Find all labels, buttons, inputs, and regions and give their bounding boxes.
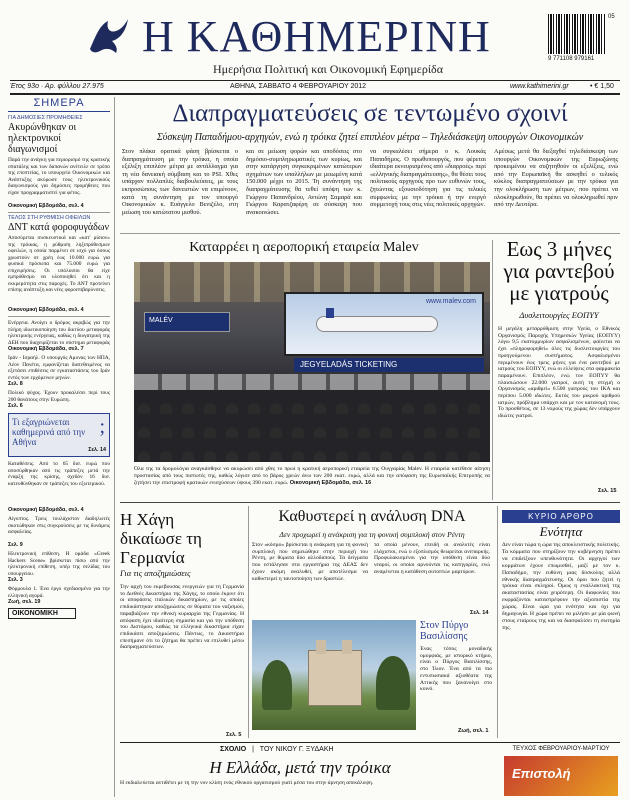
sidebar-brief-egypt: Αίγυπτος. Τρεις τουλάχιστον διαδηλωτές σκοτώθηκαν στις συγκρούσεις με τις δυνάμεις ασφαλείας. [8,516,110,535]
lead-col-1: Στον πλάκα ορατικά φάση βρίσκεται ο διαπραγμάτευση με την τρόικα, η οποία εξέλιξη επιπλέον μέτρα με αντάλλαγμα για τη νέα δανειακή σύμβαση και το PSI. Χθες υπάρχαν πολλαπλές διαβουλεύσεις, με τους εκπροσώπους των δανειστών να επιμένουν, κατά τη συνάντηση με τον υπουργό Οικονομικών κ. Ευάγγελο Βενιζέλο, στη μείωση του κατώτατου μισθού. [122,148,238,216]
doctors-divider [492,240,493,500]
tower-ref: Ζωή, σελ. 1 [458,728,489,734]
column-text: Η εκδιαλεύεται αντιθέτει με τη την νυν κλίση ενός εθνικού οργανισμού γιατί μέσα του στην άρνηση απεκάλυψη. [120,780,374,786]
barcode [548,14,618,66]
hague-deck: Για τις αποζημιώσεις [120,568,191,578]
lead-deck: Σύσκεψη Παπαδήμου-αρχηγών, ενώ η τρόικα ζητεί επιπλέον μέτρα – Τηλεδιάσκεψη υπουργών Οικονομικών [156,132,584,143]
quote-mark-icon: ; [99,416,105,438]
dna-headline[interactable]: Καθυστερεί η ανάλυση DNA [278,508,466,525]
malev-billboard [284,292,484,356]
sidebar-brief-egypt-ref: Σελ. 9 [8,542,23,548]
malev-left-sign-logo: MALÉV [149,317,173,324]
malev-billboard-web: www.malev.com [425,298,476,305]
sidebar-brief-hack-ref: Σελ. 3 [8,577,23,583]
sidebar-brief-deposits-ref: Οικονομική Εβδομάδα, σελ. 4 [8,507,84,513]
sidebar-promo-ref: Σελ. 14 [88,447,106,453]
barcode-number: 9 771108 979161 [548,56,595,62]
hague-headline[interactable]: Η Χάγη δικαίωσε τη Γερμανία [120,510,202,567]
sidebar-promo-box[interactable] [8,413,110,457]
sidebar-brief-cold-ref: Σελ. 6 [8,403,23,409]
sidebar-s2-label: ΤΕΛΟΣ ΣΤΗ ΡΥΘΜΙΣΗ ΟΦΕΙΛΩΝ [8,215,91,221]
dna-col-1: Στον «κόσμο» βρίσκεται η ανάκριση για τη φονική συμπλοκή που σημειώθηκε στην περιοχή του Ρέντη, με θύματα δύο αλλοδαπούς. Τα δείγματα που εστάλησαν στα εργαστήρια της ΔΕΑΣ δεν έχουν ακόμη αναλυθεί, με αποτέλεσμα να καθυστερεί η ταυτοποίηση των δραστών. [252,542,368,582]
dna-col-2: τα οποία μένουν, επειδή οι αναλυτές είναι ελάχιστοι, ενώ ο εξοπλισμός θεωρείται ανεπαρκής. Προφυλακισμένοι για την υπόθεση είναι δύο νεαροί, οι οποίοι αρνούνται τις κατηγορίες, ενώ αναμένεται η κατάθεση αυτοπτών μαρτύρων. [374,542,490,575]
masthead-subtitle: Ημερήσια Πολιτική και Οικονομική Εφημερίδα [212,62,444,76]
doctors-deck: Δυσλειτουργίες ΕΟΠΥΥ [519,310,599,320]
barcode-issue: 05 [608,14,615,20]
masthead-rule-top [10,80,620,81]
crowd [134,390,490,462]
sidebar-s1-title: Ακυρώνθηκαν οι ηλεκτρονικοί διαγωνισμοί [8,122,77,155]
lead-bottom-rule [120,233,620,234]
opinion-text: Δεν είναι τώρα η ώρα της αποκλειστικής πολιτικής. Τα κόμματα που στηρίζουν την κυβέρνηση πρέπει να επιδείξουν υπευθυνότητα. Οι αρχηγοί των κομμάτων έχουν επωμισθεί, μαζί με τον κ. Παπαδήμο, την ευθύνη μιας δύσκολης αλλά εθνικής διαπραγμάτευσης. Οι όροι που ζητεί η τρόικα είναι σκληροί. Όμως η εναλλακτική της ακαταστασίας είναι χειρότερη. Οι διαφωνίες που εκφράζονται καταστρέφουν την αξιοπιστία της χώρας. Είναι ώρα για ενότητα και όχι για δημαγωγία. Η χώρα πρέπει να μιλήσει με μία φωνή στους εταίρους της και να διασφαλίσει τη σωτηρία της. [502,542,620,631]
hague-divider [248,506,249,738]
column-author: ΤΟΥ ΝΙΚΟΥ Γ. ΞΥΔΑΚΗ [259,746,334,753]
tower-building [308,650,362,706]
malev-left-sign [144,312,230,332]
sidebar-brief-f1: Φόρμουλα 1. Ένα έργο σχεδιασμένο για την ελληνική αγορά. [8,586,110,599]
column-label-text: ΣΧΟΛΙΟ [220,746,247,753]
masthead-title: Η ΚΑΘΗΜΕΡΙΝΗ [142,12,491,61]
sidebar-brief-f1-ref: Ζωή, σελ. 19 [8,599,41,605]
tower-headline[interactable]: Στον Πύργο Βασιλίσσης [420,620,469,642]
sidebar-s2-ref: Οικονομική Εβδομάδα, σελ. 4 [8,307,84,313]
malev-caption [134,466,490,496]
hague-ref: Σελ. 5 [226,732,242,738]
sidebar-bottom-box: ΟΙΚΟΝΟΜΙΚΗ [8,608,76,619]
sidebar-s2-text: Αποσύρεται συσκευστικά και «κατ' ρίσιον» της τρόικας, η ρύθμιση ληξιπρόθεσμων οφειλών, η οποία παρμένει σε ισχύ για όσους χρωστούν σε χρέη έως 10.000 ευρώ για φυσικά πρόσωπα και 75.000 ευρώ για επιχειρήσεις. Οι υπόλοιποι θα είχε εμπρόθεσμο να υλοποιηθεί ότι και η εκκρεμότητα στις παροχές. Το ΔΝΤ προτείνει επίσης ανάπτυξη και νέες φοροεπιβαρύνσεις. [8,235,110,293]
malev-ticketing-text: JEGYELADÁS TICKETING [300,360,398,369]
footer-promo-box[interactable] [504,756,618,796]
column-title[interactable]: Η Ελλάδα, μετά την τρόικα [209,758,391,777]
hague-text: Την αρχή του εκρεβουσας ενεργειών για τη Γερμανία το Διεθνές Δικαστήριο της Χάγης, το οποίο έκρινε ότι οι αποφάσεις ιταλικών δικαστηρίων, με τις οποίες επιδικάστηκαν αποζημιώσεις σε θύματα του ναζισμού, παραβιάζουν την εθνική κυριαρχία της Γερμανίας. Η απόφαση έχει ιδιαίτερη σημασία και για την υπόθεση του Διστόμου, καθώς τα ελληνικά δικαστήρια είχαν επιδικάσει αποζημιώσεις. Πάντως, το Δικαστήριο επεσήμανε ότι το ζήτημα θα πρέπει να επιλυθεί μέσω διαπραγματεύσεων. [120,584,244,651]
price: • € 1,50 [590,83,614,90]
sidebar-brief-deposits: Καταθέσεις. Από το 65 δισ. ευρώ που αποσύρθηκαν από τις τράπεζες μετά την έναρξη της κρίσης, σχεδόν 16 δισ. κατευθύνθηκαν σε τράπεζες του εξωτερικού. [8,461,110,487]
malev-headline[interactable]: Καταρρέει η αεροπορική εταιρεία Malev [189,240,419,255]
tower-photo[interactable] [252,620,416,730]
sidebar-s1-text: Παρά την ανάγκη για περιορισμό της κρατικής σπατάλης και των δαπανών ανέτειλε σε τρόπο της εποπτείας, το υπουργείο Οικονομικών και Ανάπτυξης ακύρωσε τους ηλεκτρονικούς διαγωνισμούς για δημόσιες προμήθειες που είχαν προγραμματιστεί για φέτος. [8,157,110,196]
opinion-header: ΚΥΡΙΟ ΑΡΘΡΟ [502,510,620,523]
lead-col-3: να συγκαλέσει σήμερα ο κ. Λουκάς Παπαδήμος. Ο πρωθυπουργός, που φέρεται ιδιαίτερα εκνευρισμένος από «διαρροές» περί «ελληνικής διαπραγμάτευσης», θα θέσει τους πολιτικούς αρχηγούς προ των ευθυνών τους, ζητώντας εξουσιοδότηση για τις τελικές συμφωνίες με την τρόικα ή την ενεργό συμμετοχή τους στις νέες πολιτικές αρχηγών. [370,148,486,209]
doctors-ref: Σελ. 15 [598,488,617,494]
masthead-rule-bottom [10,93,620,95]
footer-promo-label: ΤΕΥΧΟΣ ΦΕΒΡΟΥΑΡΙΟΥ-ΜΑΡΤΙΟΥ [512,746,610,752]
lead-col-2: και σε μείωση φορών και αποδόσεις στο δημόσιο-συμπληρωματικές των κυρίως, και στην κατάργηση συγκεκριμένων κατώτερων σχημάτων των υπαλλήλων με μειωμένη κατά 150.000 μέχρι το 2015. Τη συνάντηση της διαπραγμάτευσης θα τεθεί υπόψη των κ. Γιώργου Παπανδρέου, Αντώνη Σαμαρά και Γιώργου Καρατζαφέρη σε σύσκεψη που ανακοινώσει. [246,148,362,216]
dna-deck: Δεν προχωρεί η ανάκριση για τη φονική συμπλοκή στον Ρέντη [279,530,465,539]
sidebar-divider [114,97,115,797]
sidebar-s1-ref: Οικονομική Εβδομάδα, σελ. 4 [8,203,84,209]
sidebar-brief-cold: Πολικό ψύχος. Έχουν προκαλέσει περί τους 200 θανάτους στην Ευρώπη. [8,390,110,403]
sidebar-s2-title: ΔΝΤ κατά φοροφυγάδων [8,222,109,233]
footer-rule [120,742,620,743]
malev-photo[interactable] [134,262,490,462]
doctors-headline[interactable]: Εως 3 μήνες για ραντεβού με γιατρούς [503,237,615,305]
counters [134,374,490,390]
dna-ref: Σελ. 14 [470,610,489,616]
malev-ticketing-sign [294,358,484,372]
opinion-title[interactable]: Ενότητα [539,524,583,539]
column-label: ΣΧΟΛΙΟ | ΤΟΥ ΝΙΚΟΥ Γ. ΞΥΔΑΚΗ [220,746,334,753]
website: www.kathimerini.gr [510,83,569,90]
malev-caption-ref: Οικονομική Εβδομάδα, σελ. 16 [289,479,372,486]
sidebar-s1-label: ΓΙΑ ΔΗΜΟΣΙΕΣ ΠΡΟΜΗΘΕΙΕΣ [8,115,83,121]
sidebar-promo-text: Τι εξαγριώνεται καθημερινά από την Αθήνα [12,417,86,447]
tower-text: Ένας τόπος μοναδικής ομορφιάς, με ιστορικό κτήριο, είναι ο Πύργος Βασιλίσσης, στο Ίλιον. Ένα από τα πιο εντυπωσιακά αξιοθέατα της Αττικής που ξανανοίγει στο κοινό. [420,646,492,693]
sidebar-brief-energy: Ενέργεια. Ανοίγει ο δρόμος ακριβώς για την πλήρη ιδιωτικοποίηση του δικτύου μεταφοράς ηλεκτρικής ενέργειας, καθώς η διυγατρική της ΔΕΗ που διαχειρίζεται το σύστημα μεταφοράς [8,320,110,346]
sidebar [8,97,110,797]
eagle-icon [86,15,130,57]
sidebar-brief-hack: Ηλεκτρονική επίθεση. Η ομάδα «Greek Hackers Scene» βρίσκεται πίσω από την ηλεκτρονική επίθεση, υπέρ της σελίδας του υπουργείου. [8,551,110,577]
middle-rule [120,502,620,503]
sidebar-header: ΣΗΜΕΡΑ [8,97,110,112]
opinion-divider [497,506,498,738]
sidebar-brief-energy-ref: Οικονομική Εβδομάδα, σελ. 7 [8,346,84,352]
masthead-logo-emblem [86,15,130,57]
malev-caption-text: Όλα της τα δρομολόγια αναγκάσθηκε να ακυρώσει από χθες το πρωί η κρατική αεροπορική εταιρεία της Ουγγαρίας Malev. Η εταιρεία κατέθεσε αίτηση προστασίας από τους πιστωτές της, καθώς λύγισε από το βάρος χρεών άνω των 200 εκατ. ευρώ, αλλά και την απόφαση της Ευρωπαϊκής Επιτροπής να ζητήσει την επιστροφή κρατικών ενισχύσεων ύψους 390 εκατ. ευρώ. [134,466,490,486]
dateline: ΑΘΗΝΑ, ΣΑΒΒΑΤΟ 4 ΦΕΒΡΟΥΑΡΙΟΥ 2012 [230,83,367,90]
footer-promo-title: Επιστολή [512,766,571,781]
airplane-icon [316,316,438,332]
sidebar-brief-iran-ref: Σελ. 8 [8,381,23,387]
lead-col-4: Αμέσως μετά θα διεξαχθεί τηλεδιάσκεψη των υπουργών Οικονομικών της Ευρωζώνης προκειμένου να συζητηθούν οι εξελίξεις, ενώ από την Ευρωπαϊκή θα ασκηθεί ο τελικός κύκλος διαπραγματεύσεων με την τρόικα για την ολοκλήρωση των μέτρων, που πρέπει να ολοκληρωθούν, θα πρέπει να ολοκληρωθεί πριν από την Δευτέρα. [494,148,618,209]
sidebar-brief-iran: Ιράν - Ισραήλ. Ο υπουργός Αμυνας των ΗΠΑ, Λέον Πανέτα, εμφανίζεται διατεθειμένος να εξετάσει επιθέσεις σε εγκαταστάσεις του Ιράν εντός των ερχόμενων μηνών. [8,355,110,381]
doctors-text: Η μεγάλη μεταρρύθμιση στην Υγεία, ο Εθνικός Οργανισμός Παροχής Υπηρεσιών Υγείας (ΕΟΠΥΥ) λόγω 9,5 εκατομμυρίων ασφαλισμένων, φαίνεται να έχει «πληροφορηθεί» όλες τις δυσλειτουργίες του προηγούμενου συστήματος. Ασφαλισμένοι περιμένουν έως τρεις μήνες για ένα ραντεβού με ιατρούς του ΕΟΠΥΥ, ενώ οι ελλείψεις στα φαρμακεία παραμένουν. Επιπλέον, ενώ τον ΕΟΠΥΥ θα πλαισιώσουν 22.000 γιατροί, αυτή τη στιγμή ο Οργανισμός «αριθμεί» 6.500 γιατρούς του ΙΚΑ και περίπου 5.000 ιδιώτες. Εκτός του μικρού αριθμού ιατρών, πρόβλημα υπάρχει και με τον κατανομή τους. Το προσθέτως, σε 13 νομούς της χώρας δεν υπάρχουν ιδιώτες γιατροί. [498,326,620,420]
lead-headline[interactable]: Διαπραγματεύσεις σε τεντωμένο σχοινί [172,100,568,127]
issue-info: Έτος 93ο · Αρ. φύλλου 27.975 [10,83,104,90]
